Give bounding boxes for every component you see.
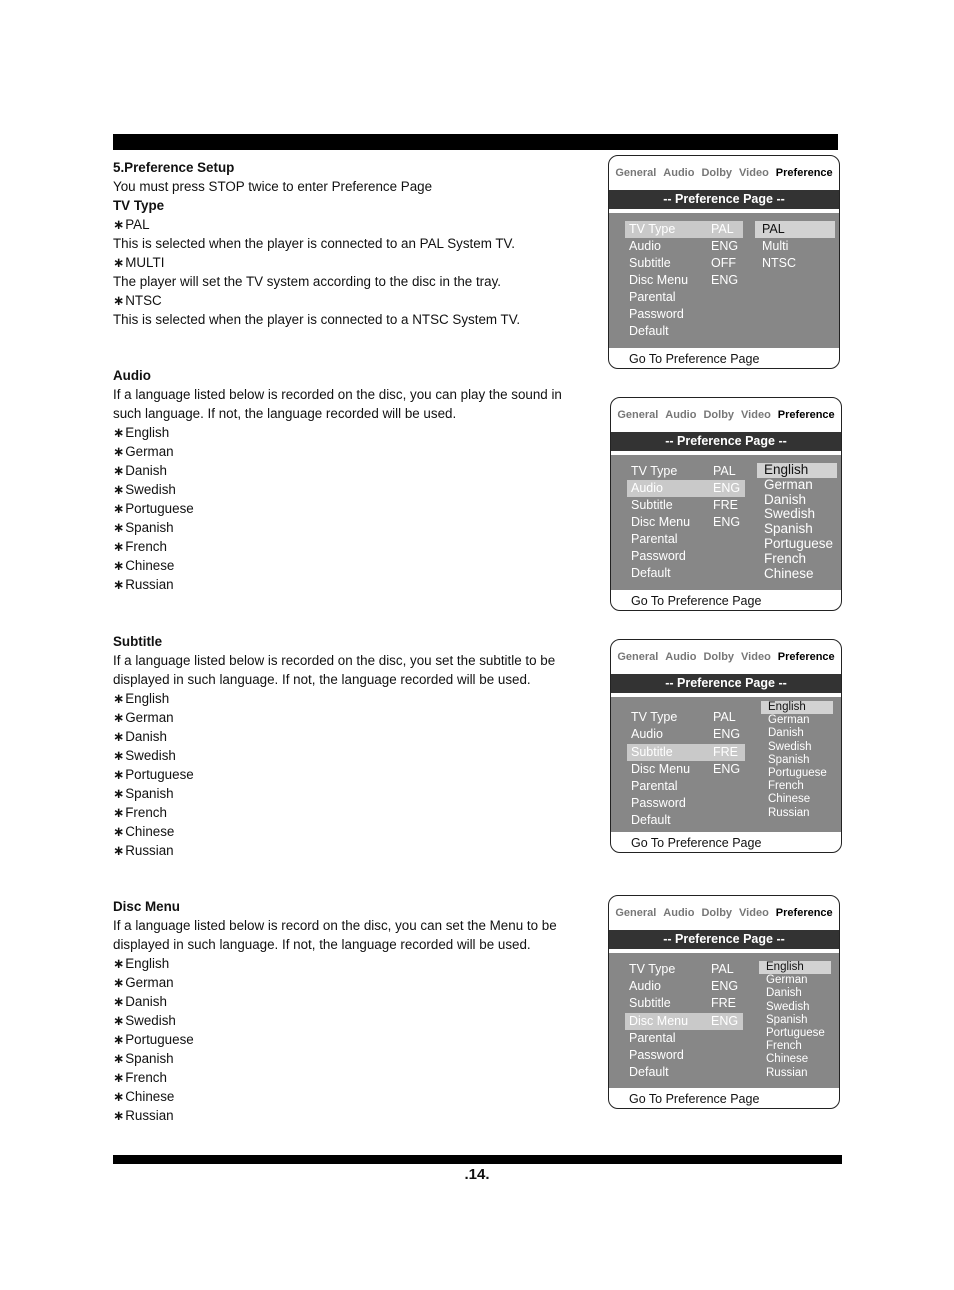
language-item: ∗ Spanish: [113, 518, 583, 537]
menu-label: Default: [629, 324, 669, 338]
menu-value: ENG: [711, 273, 739, 287]
menu-row-subtitle[interactable]: [625, 995, 743, 1012]
osd-footer[interactable]: Go To Preference Page: [631, 594, 762, 608]
osd-footer[interactable]: Go To Preference Page: [629, 1092, 760, 1106]
section-desc: If a language listed below is record on the disc, you can set the Menu to be: [113, 918, 557, 933]
bottom-rule: [113, 1155, 842, 1164]
section-disc-menu: [113, 897, 583, 1125]
menu-value: ENG: [711, 1014, 739, 1028]
tab-audio[interactable]: Audio: [663, 167, 695, 179]
menu-label: TV Type: [629, 222, 676, 236]
option-item[interactable]: Danish: [768, 727, 804, 740]
menu-value: ENG: [713, 762, 741, 776]
menu-label: Disc Menu: [629, 1014, 689, 1028]
tab-audio[interactable]: Audio: [665, 651, 697, 663]
language-item: ∗ Swedish: [113, 1011, 583, 1030]
menu-value: FRE: [713, 498, 738, 512]
language-item: ∗ Portuguese: [113, 499, 583, 518]
osd-tabs: [611, 640, 841, 674]
tab-video[interactable]: Video: [741, 409, 771, 421]
language-item: ∗ Russian: [113, 1106, 583, 1125]
menu-row-disc-menu[interactable]: [625, 1013, 743, 1030]
menu-row-password[interactable]: [625, 306, 743, 323]
option-item[interactable]: Swedish: [768, 740, 812, 753]
section-title: Subtitle: [113, 634, 163, 649]
menu-value: FRE: [713, 745, 738, 759]
menu-value: ENG: [711, 979, 739, 993]
menu-value: PAL: [711, 222, 734, 236]
language-item: ∗ English: [113, 689, 583, 708]
option-item[interactable]: Russian: [768, 806, 810, 819]
option-item[interactable]: Chinese: [764, 565, 814, 581]
language-item: ∗ Swedish: [113, 480, 583, 499]
tab-dolby[interactable]: Dolby: [701, 907, 733, 919]
language-item: ∗ English: [113, 423, 583, 442]
option-item[interactable]: Portuguese: [764, 535, 834, 551]
menu-value: ENG: [713, 481, 741, 495]
option-desc: This is selected when the player is connected to a NTSC System TV.: [113, 312, 521, 327]
osd-tabs: [609, 156, 839, 190]
option-item[interactable]: Spanish: [766, 1013, 808, 1026]
tab-dolby[interactable]: Dolby: [703, 651, 735, 663]
osd-footer[interactable]: Go To Preference Page: [631, 836, 762, 850]
menu-value: OFF: [711, 256, 736, 270]
menu-label: Disc Menu: [631, 762, 691, 776]
language-item: ∗ Chinese: [113, 556, 583, 575]
menu-label: Password: [629, 1048, 684, 1062]
menu-row-default[interactable]: [625, 1064, 743, 1081]
section-title: Audio: [113, 368, 151, 383]
menu-label: Audio: [631, 481, 663, 495]
osd-menu-body: [609, 213, 839, 348]
menu-label: TV Type: [631, 710, 678, 724]
tab-preference[interactable]: Preference: [777, 409, 835, 421]
option-item[interactable]: Portuguese: [768, 766, 827, 779]
option-item[interactable]: Portuguese: [766, 1026, 825, 1039]
menu-label: Disc Menu: [629, 273, 689, 287]
section-desc: If a language listed below is recorded on the disc, you set the subtitle to be: [113, 653, 556, 668]
menu-label: TV Type: [629, 962, 676, 976]
option-item[interactable]: English: [761, 701, 833, 714]
menu-label: Subtitle: [629, 996, 671, 1010]
osd-menu-body: [611, 697, 841, 832]
option-item[interactable]: German: [768, 714, 810, 727]
osd-tabs: [611, 398, 841, 432]
option-name: ∗ MULTI: [113, 253, 583, 272]
osd-menu-body: [611, 455, 841, 590]
language-item: ∗ French: [113, 537, 583, 556]
menu-value: PAL: [711, 962, 734, 976]
osd-footer[interactable]: Go To Preference Page: [629, 352, 760, 366]
menu-row-subtitle[interactable]: [627, 744, 745, 761]
option-desc: The player will set the TV system according to the disc in the tray.: [113, 274, 502, 289]
menu-row-parental[interactable]: [625, 289, 743, 306]
menu-label: Password: [631, 796, 686, 810]
menu-row-audio[interactable]: [627, 480, 745, 497]
option-list: [755, 221, 835, 272]
menu-row-tv-type[interactable]: [627, 709, 745, 726]
option-item[interactable]: Swedish: [766, 1000, 810, 1013]
section-desc: displayed in such language. If not, the language recorded will be used.: [113, 937, 531, 952]
option-item[interactable]: Danish: [764, 491, 807, 507]
option-item[interactable]: NTSC: [762, 256, 797, 270]
option-item[interactable]: German: [766, 974, 808, 987]
tab-video[interactable]: Video: [739, 167, 769, 179]
subheading: TV Type: [113, 198, 165, 213]
tab-video[interactable]: Video: [739, 907, 769, 919]
option-item[interactable]: German: [764, 476, 813, 492]
menu-label: Subtitle: [631, 745, 673, 759]
osd-screen-disc-menu: [608, 895, 840, 1109]
tab-audio[interactable]: Audio: [663, 907, 695, 919]
option-list: [757, 463, 837, 581]
section-desc: displayed in such language. If not, the language recorded will be used.: [113, 672, 531, 687]
tab-general[interactable]: General: [615, 907, 657, 919]
language-item: ∗ French: [113, 1068, 583, 1087]
section-desc: such language. If not, the language recorded will be used.: [113, 406, 457, 421]
language-item: ∗ Russian: [113, 841, 583, 860]
option-list: [761, 701, 833, 820]
option-item[interactable]: Swedish: [764, 506, 816, 522]
language-item: ∗ Portuguese: [113, 765, 583, 784]
osd-screen-audio: [610, 397, 842, 611]
section-tv-type: [113, 158, 583, 329]
option-item[interactable]: Danish: [766, 987, 802, 1000]
menu-value: ENG: [713, 727, 741, 741]
language-item: ∗ Chinese: [113, 1087, 583, 1106]
section-title: 5.Preference Setup: [113, 160, 235, 175]
tab-general[interactable]: General: [615, 167, 657, 179]
menu-label: Password: [629, 307, 684, 321]
language-item: ∗ Swedish: [113, 746, 583, 765]
language-item: ∗ Danish: [113, 461, 583, 480]
option-item[interactable]: English: [759, 961, 831, 974]
osd-page-title: -- Preference Page --: [609, 930, 839, 949]
menu-label: Default: [629, 1065, 669, 1079]
menu-label: TV Type: [631, 464, 678, 478]
top-rule: [113, 134, 838, 150]
menu-row-parental[interactable]: [625, 1030, 743, 1047]
language-item: ∗ Danish: [113, 992, 583, 1011]
osd-screen-tv-type: [608, 155, 840, 369]
menu-label: Parental: [629, 1031, 676, 1045]
osd-page-title: -- Preference Page --: [609, 190, 839, 209]
language-item: ∗ Spanish: [113, 1049, 583, 1068]
menu-row-tv-type[interactable]: [625, 221, 743, 238]
section-audio: [113, 366, 583, 594]
osd-tabs: [609, 896, 839, 930]
menu-row-tv-type[interactable]: [627, 463, 745, 480]
menu-row-default[interactable]: [627, 565, 745, 582]
tab-audio[interactable]: Audio: [665, 409, 697, 421]
option-item[interactable]: Spanish: [764, 521, 813, 537]
language-item: ∗ Russian: [113, 575, 583, 594]
option-item[interactable]: Multi: [762, 239, 789, 253]
menu-row-disc-menu[interactable]: [625, 272, 743, 289]
menu-value: ENG: [713, 515, 741, 529]
menu-label: Parental: [631, 532, 678, 546]
menu-row-subtitle[interactable]: [627, 497, 745, 514]
language-item: ∗ Portuguese: [113, 1030, 583, 1049]
option-item[interactable]: French: [768, 780, 804, 793]
menu-row-subtitle[interactable]: [625, 255, 743, 272]
menu-value: PAL: [713, 464, 736, 478]
tab-dolby[interactable]: Dolby: [701, 167, 733, 179]
menu-value: PAL: [713, 710, 736, 724]
menu-row-parental[interactable]: [627, 778, 745, 795]
menu-label: Disc Menu: [631, 515, 691, 529]
language-item: ∗ French: [113, 803, 583, 822]
option-item[interactable]: English: [757, 463, 837, 478]
menu-label: Default: [631, 566, 671, 580]
menu-label: Parental: [631, 779, 678, 793]
option-item[interactable]: French: [764, 550, 807, 566]
osd-menu-body: [609, 953, 839, 1088]
option-list: [759, 961, 831, 1080]
language-item: ∗ German: [113, 973, 583, 992]
menu-value: FRE: [711, 996, 736, 1010]
section-desc: If a language listed below is recorded on the disc, you can play the sound in: [113, 387, 562, 402]
menu-row-audio[interactable]: [625, 978, 743, 995]
menu-label: Audio: [629, 239, 661, 253]
menu-label: Password: [631, 549, 686, 563]
menu-row-audio[interactable]: [627, 726, 745, 743]
menu-row-password[interactable]: [625, 1047, 743, 1064]
menu-row-tv-type[interactable]: [625, 961, 743, 978]
tab-video[interactable]: Video: [741, 651, 771, 663]
menu-row-password[interactable]: [627, 548, 745, 565]
tab-preference[interactable]: Preference: [777, 651, 835, 663]
menu-row-disc-menu[interactable]: [627, 514, 745, 531]
tab-general[interactable]: General: [617, 651, 659, 663]
menu-row-password[interactable]: [627, 795, 745, 812]
language-item: ∗ Chinese: [113, 822, 583, 841]
menu-value: ENG: [711, 239, 739, 253]
tab-dolby[interactable]: Dolby: [703, 409, 735, 421]
option-desc: This is selected when the player is connected to an PAL System TV.: [113, 236, 515, 251]
menu-label: Audio: [631, 727, 663, 741]
option-item[interactable]: Spanish: [768, 753, 810, 766]
menu-label: Parental: [629, 290, 676, 304]
option-item[interactable]: French: [766, 1040, 802, 1053]
menu-row-audio[interactable]: [625, 238, 743, 255]
osd-screen-subtitle: [610, 639, 842, 853]
menu-label: Subtitle: [629, 256, 671, 270]
page-number: .14.: [464, 1166, 490, 1183]
option-name: ∗ NTSC: [113, 291, 583, 310]
osd-page-title: -- Preference Page --: [611, 674, 841, 693]
menu-label: Default: [631, 813, 671, 827]
language-item: ∗ German: [113, 708, 583, 727]
menu-row-disc-menu[interactable]: [627, 761, 745, 778]
language-item: ∗ Spanish: [113, 784, 583, 803]
option-name: ∗ PAL: [113, 215, 583, 234]
language-item: ∗ Danish: [113, 727, 583, 746]
tab-preference[interactable]: Preference: [775, 907, 833, 919]
language-item: ∗ English: [113, 954, 583, 973]
section-subtitle: [113, 632, 583, 860]
option-item[interactable]: PAL: [755, 221, 835, 238]
menu-label: Audio: [629, 979, 661, 993]
section-title: Disc Menu: [113, 899, 180, 914]
option-item[interactable]: Chinese: [768, 793, 811, 806]
language-item: ∗ German: [113, 442, 583, 461]
option-item[interactable]: Russian: [766, 1066, 808, 1079]
menu-row-parental[interactable]: [627, 531, 745, 548]
option-item[interactable]: Chinese: [766, 1053, 809, 1066]
tab-general[interactable]: General: [617, 409, 659, 421]
tab-preference[interactable]: Preference: [775, 167, 833, 179]
osd-page-title: -- Preference Page --: [611, 432, 841, 451]
intro-text: You must press STOP twice to enter Preference Page: [113, 179, 433, 194]
menu-row-default[interactable]: [625, 323, 743, 340]
menu-row-default[interactable]: [627, 812, 745, 829]
menu-label: Subtitle: [631, 498, 673, 512]
